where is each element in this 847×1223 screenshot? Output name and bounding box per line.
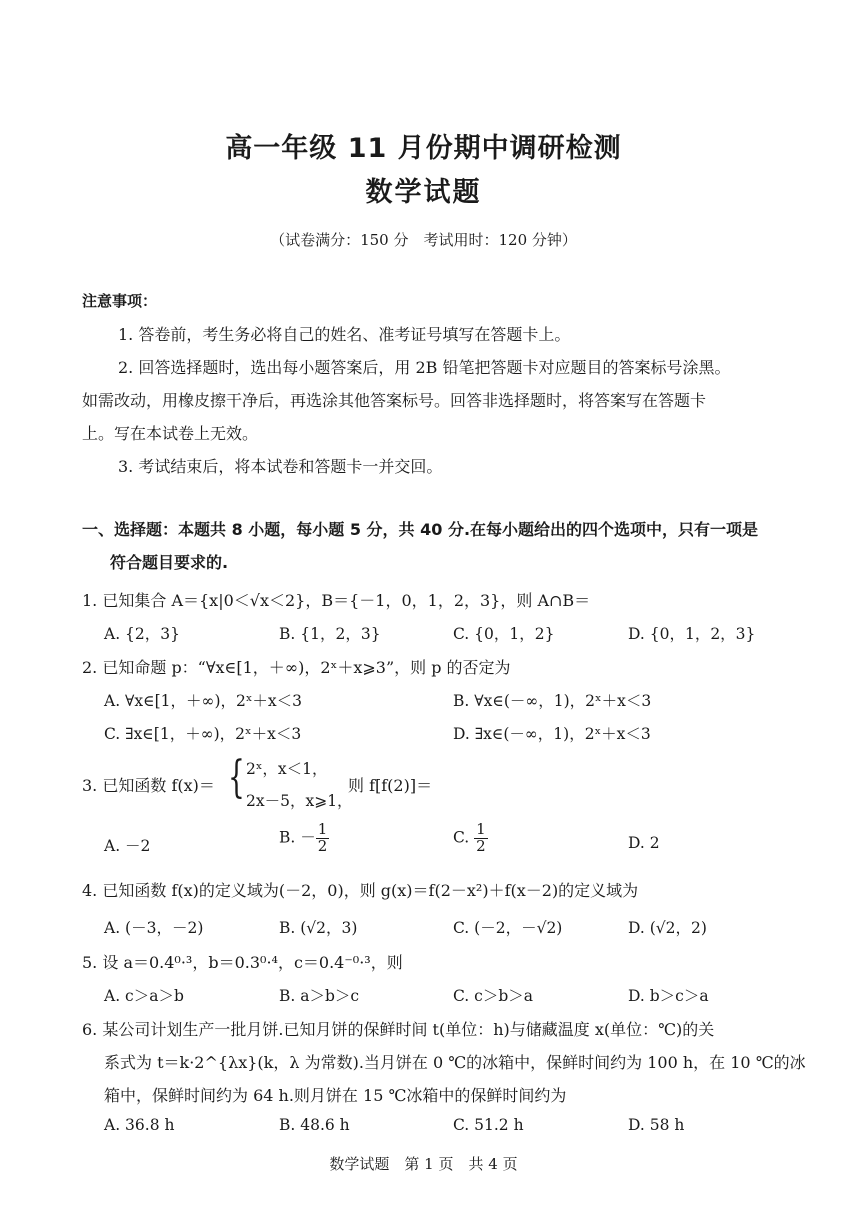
fraction-denominator: 2 bbox=[317, 836, 328, 855]
question-5-stem: 5. 设 a＝0.4⁰·³，b＝0.3⁰·⁴，c＝0.4⁻⁰·³，则 bbox=[82, 953, 403, 972]
question-6-line-3: 箱中，保鲜时间约为 64 h.则月饼在 15 ℃冰箱中的保鲜时间约为 bbox=[104, 1086, 567, 1105]
note-item-3: 3. 考试结束后，将本试卷和答题卡一并交回。 bbox=[118, 457, 443, 476]
question-1-option-a: A. {2，3} bbox=[104, 625, 180, 643]
question-3-option-d: D. 2 bbox=[628, 834, 660, 852]
question-3-option-c bbox=[453, 822, 488, 855]
section-heading-line-1: 一、选择题：本题共 8 小题，每小题 5 分，共 40 分.在每小题给出的四个选项中，只有一项是 bbox=[82, 520, 759, 539]
question-6-option-d: D. 58 h bbox=[628, 1116, 685, 1134]
fraction-denominator: 2 bbox=[476, 836, 486, 855]
note-item-2-line-2: 如需改动，用橡皮擦干净后，再选涂其他答案标号。回答非选择题时，将答案写在答题卡 bbox=[82, 391, 707, 410]
subject-title: 数学试题 bbox=[365, 177, 482, 208]
question-4-option-d: D. (√2，2) bbox=[628, 919, 707, 937]
question-2-option-a: A. ∀x∈[1，＋∞)，2ˣ＋x＜3 bbox=[104, 692, 303, 710]
note-item-2-line-3: 上。写在本试卷上无效。 bbox=[82, 424, 259, 443]
question-1-option-b: B. {1，2，3} bbox=[279, 625, 381, 643]
question-1-option-c: C. {0，1，2} bbox=[453, 625, 555, 643]
question-5-option-c: C. c＞b＞a bbox=[453, 987, 534, 1005]
notes-heading: 注意事项： bbox=[82, 292, 158, 310]
question-5-option-b: B. a＞b＞c bbox=[279, 987, 360, 1005]
question-2-option-b: B. ∀x∈(－∞，1)，2ˣ＋x＜3 bbox=[453, 692, 652, 710]
question-1-option-d: D. {0，1，2，3} bbox=[628, 625, 756, 643]
question-1-stem: 1. 已知集合 A＝{x|0＜√x＜2}，B＝{－1，0，1，2，3}，则 A∩B＝ bbox=[82, 591, 591, 610]
exam-title: 高一年级 11 月份期中调研检测 bbox=[225, 133, 622, 164]
question-6-option-c: C. 51.2 h bbox=[453, 1116, 524, 1134]
question-2-option-c: C. ∃x∈[1，＋∞)，2ˣ＋x＜3 bbox=[104, 725, 302, 743]
page-footer: 数学试题 第 1 页 共 4 页 bbox=[329, 1155, 518, 1173]
question-4-option-a: A. (－3，－2) bbox=[104, 919, 204, 937]
question-6-line-1: 6. 某公司计划生产一批月饼.已知月饼的保鲜时间 t(单位：h)与储藏温度 x(单位：℃)的关 bbox=[82, 1020, 715, 1039]
question-3-stem-prefix: 3. 已知函数 f(x)＝ bbox=[82, 776, 215, 795]
question-3-option-a: A. －2 bbox=[104, 837, 151, 855]
question-2-option-d: D. ∃x∈(－∞，1)，2ˣ＋x＜3 bbox=[453, 725, 651, 743]
question-6-option-a: A. 36.8 h bbox=[104, 1116, 175, 1134]
question-3-case-1: 2ˣ，x＜1， bbox=[246, 760, 328, 778]
question-4-stem: 4. 已知函数 f(x)的定义域为(－2，0)，则 g(x)＝f(2－x²)＋f(x－2)的定义域为 bbox=[82, 881, 639, 900]
piecewise-brace: { bbox=[228, 752, 245, 803]
question-5-option-a: A. c＞a＞b bbox=[104, 987, 184, 1005]
question-3-stem-suffix: 则 f[f(2)]＝ bbox=[348, 776, 433, 795]
question-2-stem: 2. 已知命题 p：“∀x∈[1，＋∞)，2ˣ＋x⩾3”，则 p 的否定为 bbox=[82, 658, 511, 677]
question-6-option-b: B. 48.6 h bbox=[279, 1116, 350, 1134]
fraction bbox=[474, 822, 488, 855]
section-heading-line-2: 符合题目要求的. bbox=[110, 553, 229, 572]
option-c-label: C. bbox=[453, 828, 475, 847]
question-3-case-2: 2x－5，x⩾1， bbox=[246, 792, 353, 810]
question-4-option-b: B. (√2，3) bbox=[279, 919, 358, 937]
note-item-1: 1. 答卷前，考生务必将自己的姓名、准考证号填写在答题卡上。 bbox=[118, 325, 571, 344]
question-6-line-2: 系式为 t＝k·2^{λx}(k，λ 为常数).当月饼在 0 ℃的冰箱中，保鲜时间约为 100 h，在 10 ℃的冰 bbox=[104, 1053, 806, 1072]
question-5-option-d: D. b＞c＞a bbox=[628, 987, 709, 1005]
fraction-numerator: 1 bbox=[317, 820, 328, 838]
fraction-numerator: 1 bbox=[476, 820, 486, 838]
question-4-option-c: C. (－2，－√2) bbox=[453, 919, 563, 937]
exam-info: （试卷满分：150 分 考试用时：120 分钟） bbox=[270, 231, 577, 249]
note-item-2-line-1: 2. 回答选择题时，选出每小题答案后，用 2B 铅笔把答题卡对应题目的答案标号涂黑。 bbox=[118, 358, 731, 377]
option-b-label: B. － bbox=[279, 828, 316, 847]
question-3-option-b bbox=[279, 822, 329, 855]
fraction bbox=[316, 822, 330, 855]
